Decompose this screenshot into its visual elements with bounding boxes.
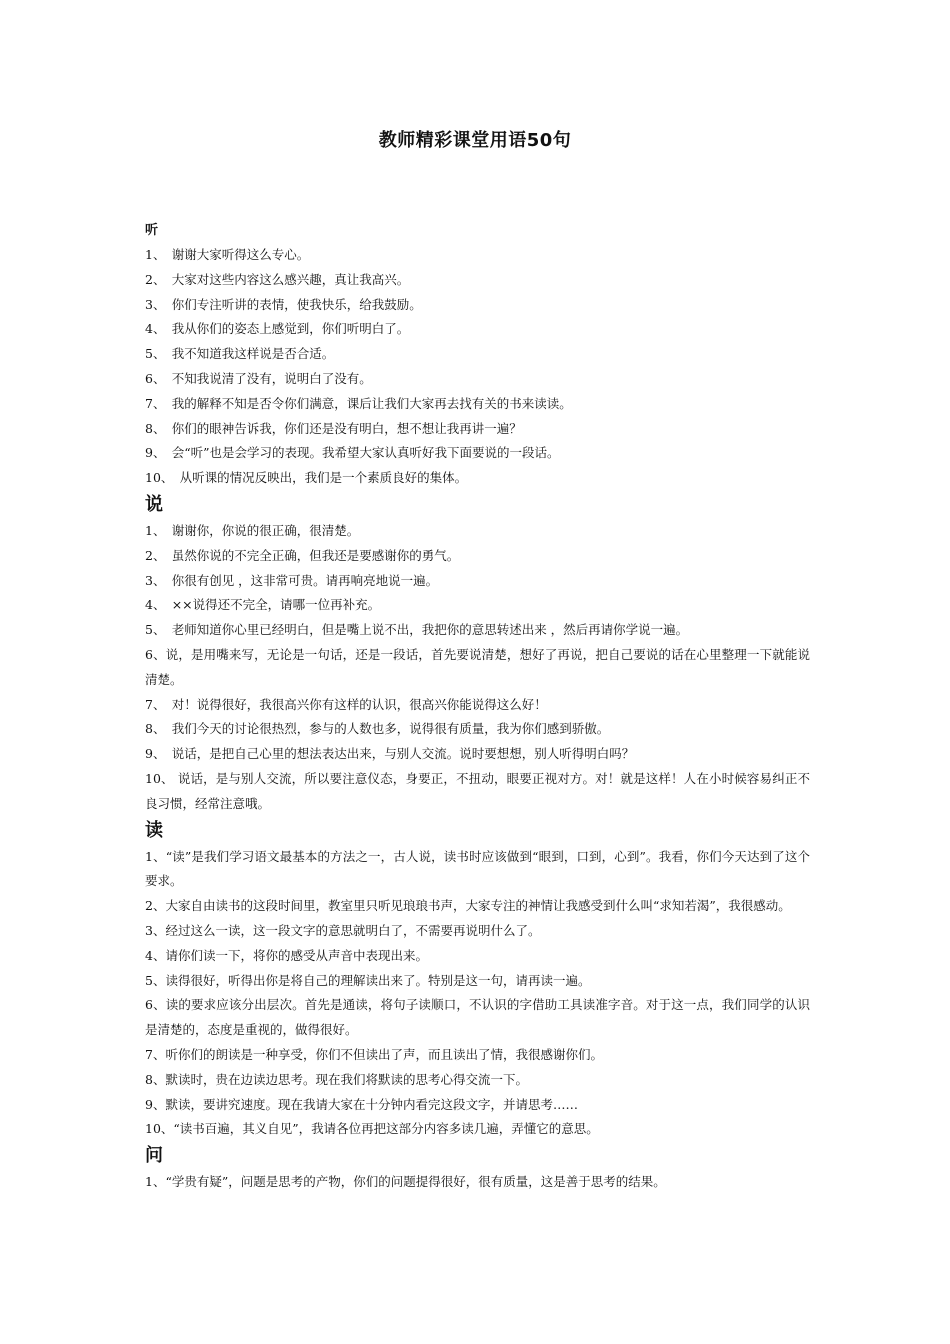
list-item: 1、“学贵有疑”，问题是思考的产物，你们的问题提得很好，很有质量，这是善于思考的结果。 (145, 1174, 666, 1190)
list-item: 10、 说话，是与别人交流，所以要注意仪态，身要正，不扭动，眼要正视对方。对！就是这样！人在小时候容易纠正不良习惯，经常注意哦。 (145, 770, 810, 811)
section-heading: 说 (145, 493, 163, 515)
list-item: 10、“读书百遍，其义自见”，我请各位再把这部分内容多读几遍，弄懂它的意思。 (145, 1121, 599, 1137)
list-item: 1、 谢谢你，你说的很正确，很清楚。 (145, 522, 360, 538)
section-heading: 读 (145, 819, 163, 841)
list-item: 3、经过这么一读，这一段文字的意思就明白了，不需要再说明什么了。 (145, 922, 541, 938)
list-item: 4、 ××说得还不完全，请哪一位再补充。 (145, 597, 381, 613)
list-item: 6、 不知我说清了没有，说明白了没有。 (145, 370, 372, 386)
list-item: 1、“读”是我们学习语文最基本的方法之一，古人说，读书时应该做到“眼到，口到，心到”。我看，你们今天达到了这个要求。 (145, 848, 810, 889)
list-item: 2、 大家对这些内容这么感兴趣，真让我高兴。 (145, 271, 410, 287)
list-item: 7、 对！说得很好，我很高兴你有这样的认识，很高兴你能说得这么好！ (145, 696, 547, 712)
list-item: 4、请你们读一下，将你的感受从声音中表现出来。 (145, 947, 428, 963)
list-item: 7、听你们的朗读是一种享受，你们不但读出了声，而且读出了情，我很感谢你们。 (145, 1046, 603, 1062)
list-item: 2、大家自由读书的这段时间里，教室里只听见琅琅书声，大家专注的神情让我感受到什么叫“求知若渴”，我很感动。 (145, 898, 791, 914)
list-item: 10、 从听课的情况反映出，我们是一个素质良好的集体。 (145, 470, 468, 486)
list-item: 7、 我的解释不知是否令你们满意，课后让我们大家再去找有关的书来读读。 (145, 395, 572, 411)
list-item: 9、默读，要讲究速度。现在我请大家在十分钟内看完这段文字，并请思考…… (145, 1096, 578, 1112)
list-item: 5、 老师知道你心里已经明白，但是嘴上说不出，我把你的意思转述出来 ，然后再请你学说一遍。 (145, 622, 689, 638)
list-item: 9、 说话，是把自己心里的想法表达出来，与别人交流。说时要想想，别人听得明白吗？ (145, 746, 635, 762)
list-item: 8、默读时，贵在边读边思考。现在我们将默读的思考心得交流一下。 (145, 1071, 528, 1087)
list-item: 3、 你们专注听讲的表情，使我快乐，给我鼓励。 (145, 296, 422, 312)
list-item: 6、读的要求应该分出层次。首先是通读，将句子读顺口，不认识的字借助工具读准字音。对于这一点，我们同学的认识是清楚的，态度是重视的，做得很好。 (145, 997, 810, 1038)
document-body (145, 220, 810, 1195)
list-item: 8、 你们的眼神告诉我，你们还是没有明白，想不想让我再讲一遍？ (145, 420, 522, 436)
section-ask (145, 1142, 810, 1195)
section-read (145, 817, 810, 1143)
section-heading: 问 (145, 1145, 163, 1167)
list-item: 4、 我从你们的姿态上感觉到，你们听明白了。 (145, 321, 410, 337)
list-item: 5、 我不知道我这样说是否合适。 (145, 346, 335, 362)
list-item: 3、 你很有创见 ，这非常可贵。请再响亮地说一遍。 (145, 572, 439, 588)
section-listen (145, 220, 810, 491)
list-item: 6、说，是用嘴来写，无论是一句话，还是一段话，首先要说清楚，想好了再说，把自己要说的话在心里整理一下就能说清楚。 (145, 646, 810, 687)
document-title: 教师精彩课堂用语50句 (378, 130, 572, 151)
list-item: 1、 谢谢大家听得这么专心。 (145, 247, 310, 262)
section-speak (145, 491, 810, 817)
list-item: 9、 会“听”也是会学习的表现。我希望大家认真听好我下面要说的一段话。 (145, 445, 560, 461)
section-heading: 听 (145, 223, 159, 238)
list-item: 2、 虽然你说的不完全正确，但我还是要感谢你的勇气。 (145, 547, 460, 563)
list-item: 5、读得很好，听得出你是将自己的理解读出来了。特别是这一句，请再读一遍。 (145, 972, 591, 988)
list-item: 8、 我们今天的讨论很热烈，参与的人数也多，说得很有质量，我为你们感到骄傲。 (145, 721, 610, 737)
